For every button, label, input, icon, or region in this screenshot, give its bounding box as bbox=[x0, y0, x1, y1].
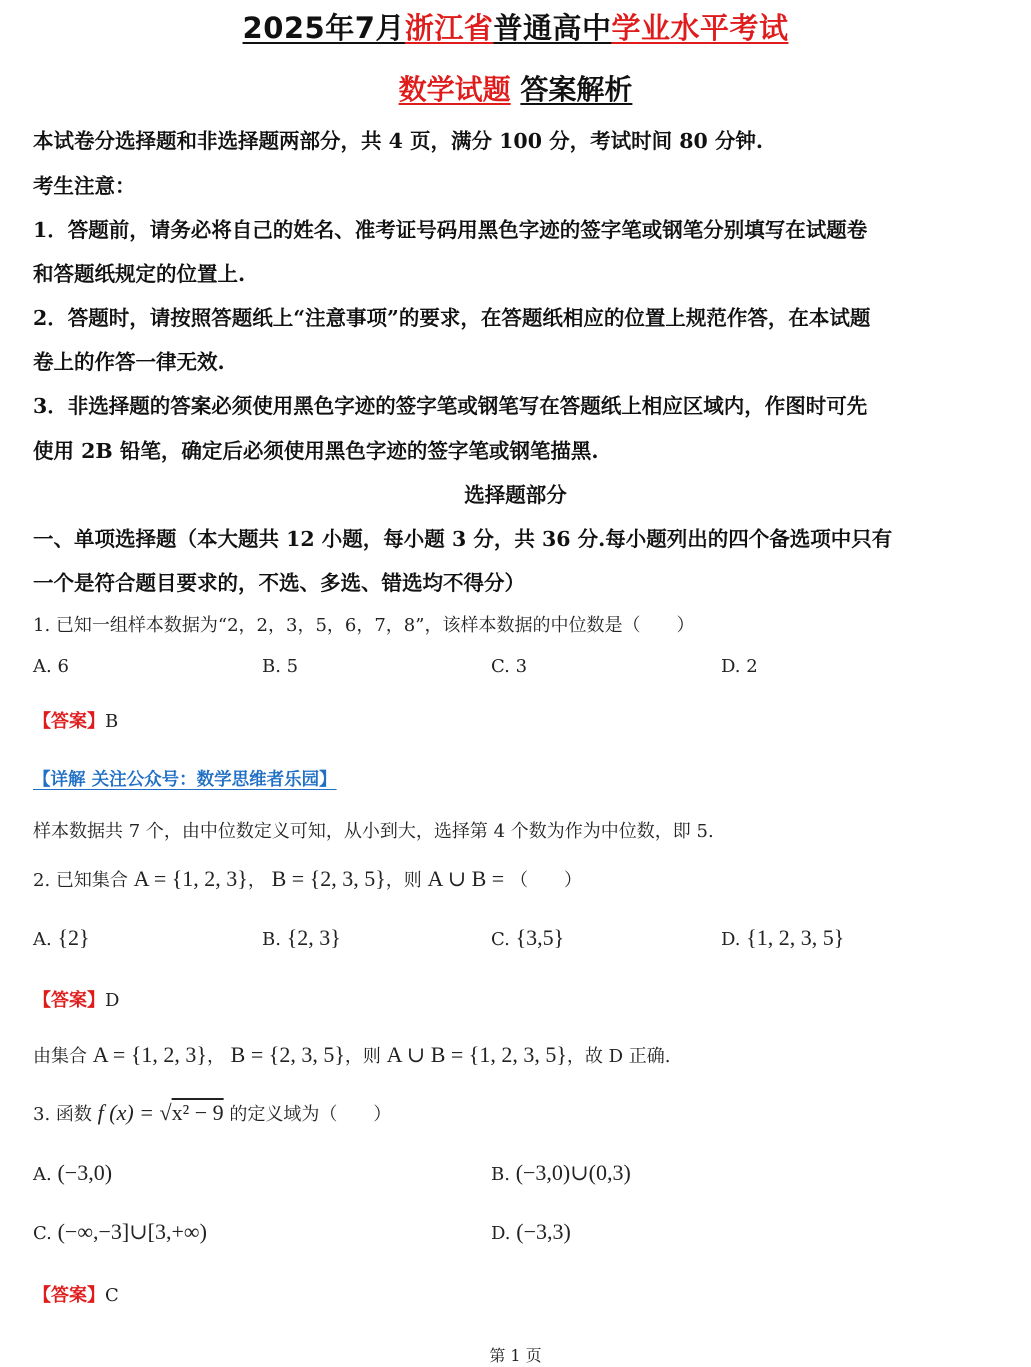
q2-exp-pre: 由集合 bbox=[33, 1046, 87, 1067]
q2-d-value: {1, 2, 3, 5} bbox=[746, 925, 845, 950]
page-title bbox=[0, 6, 1031, 47]
q2-expr: A ∪ B = bbox=[427, 866, 505, 891]
notice-label: 考生注意： bbox=[33, 174, 136, 198]
q3-b-value: (−3,0)∪(0,3) bbox=[515, 1160, 631, 1185]
q3-d-value: (−3,3) bbox=[516, 1219, 571, 1244]
q2-exp-end: ，故 D 正确. bbox=[566, 1046, 671, 1067]
q1-option-a: A. 6 bbox=[33, 656, 69, 677]
q3-stem bbox=[33, 1100, 391, 1126]
q2-c-value: {3,5} bbox=[515, 925, 565, 950]
section-name: 选择题部分 bbox=[464, 483, 567, 507]
q2-comma: ， bbox=[247, 870, 266, 891]
q2-answer bbox=[33, 986, 119, 1012]
q3-function: f (x) = bbox=[97, 1100, 160, 1125]
q1-option-b: B. 5 bbox=[262, 656, 299, 677]
notice-2b: 卷上的作答一律无效. bbox=[33, 350, 225, 374]
notice-2a: 2．答题时，请按照答题纸上“注意事项”的要求，在答题纸相应的位置上规范作答，在本试题 bbox=[33, 306, 871, 330]
answer-tag: 【答案】 bbox=[33, 990, 105, 1011]
notice-3a: 3．非选择题的答案必须使用黑色字迹的签字笔或钢笔写在答题纸上相应区域内，作图时可先 bbox=[33, 394, 868, 418]
q3-a-value: (−3,0) bbox=[57, 1160, 113, 1185]
q3-option-d bbox=[491, 1219, 571, 1245]
q2-a-label: A. bbox=[33, 929, 52, 950]
notice-1b: 和答题纸规定的位置上. bbox=[33, 262, 246, 286]
q2-option-a bbox=[33, 925, 90, 951]
q3-option-a bbox=[33, 1160, 112, 1186]
section-part1b: 一个是符合题目要求的，不选、多选、错选均不得分） bbox=[33, 571, 525, 595]
page-number: 第 1 页 bbox=[489, 1346, 542, 1365]
q2-explanation bbox=[33, 1042, 671, 1068]
answer-tag: 【答案】 bbox=[33, 1285, 105, 1306]
subtitle-black: 答案解析 bbox=[520, 73, 633, 106]
q2-c-label: C. bbox=[491, 929, 510, 950]
q3-pre: 3. 函数 bbox=[33, 1104, 92, 1125]
q3-a-label: A. bbox=[33, 1164, 52, 1185]
title-exam: 学业水平考试 bbox=[611, 11, 789, 45]
q1-answer-value: B bbox=[105, 711, 119, 732]
subtitle-red: 数学试题 bbox=[398, 73, 511, 106]
page-subtitle bbox=[0, 68, 1031, 108]
notice-3b: 使用 2B 铅笔，确定后必须使用黑色字迹的签字笔或钢笔描黑. bbox=[33, 439, 599, 463]
q2-paren: （ ） bbox=[509, 870, 582, 891]
q2-option-d bbox=[721, 925, 844, 951]
q2-b-value: {2, 3} bbox=[286, 925, 341, 950]
title-province: 浙江省 bbox=[404, 11, 494, 45]
q1-option-c: C. 3 bbox=[491, 656, 528, 677]
intro-line: 本试卷分选择题和非选择题两部分，共 4 页，满分 100 分，考试时间 80 分钟. bbox=[33, 129, 764, 153]
title-school: 普通高中 bbox=[493, 11, 612, 45]
q2-set-b: B = {2, 3, 5} bbox=[271, 866, 386, 891]
q2-option-b bbox=[262, 925, 341, 951]
q3-b-label: B. bbox=[491, 1164, 510, 1185]
q3-answer bbox=[33, 1281, 119, 1307]
q2-d-label: D. bbox=[721, 929, 741, 950]
q2-set-a: A = {1, 2, 3} bbox=[133, 866, 248, 891]
q1-answer bbox=[33, 707, 118, 733]
q1-stem: 1. 已知一组样本数据为“2，2，3，5，6，7，8”，该样本数据的中位数是（ ） bbox=[33, 615, 695, 636]
q3-c-label: C. bbox=[33, 1223, 52, 1244]
q2-exp-then: ，则 bbox=[344, 1046, 381, 1067]
q2-exp-set-a: A = {1, 2, 3} bbox=[92, 1042, 207, 1067]
q2-option-c bbox=[491, 925, 564, 951]
q2-stem bbox=[33, 866, 582, 892]
q2-answer-value: D bbox=[105, 990, 120, 1011]
detail-link[interactable]: 【详解 关注公众号：数学思维者乐园】 bbox=[33, 770, 337, 790]
q3-d-label: D. bbox=[491, 1223, 511, 1244]
q1-explanation: 样本数据共 7 个，由中位数定义可知，从小到大，选择第 4 个数为作为中位数，即 5. bbox=[33, 821, 714, 842]
q3-c-value: (−∞,−3]∪[3,+∞) bbox=[57, 1219, 207, 1244]
q1-option-d: D. 2 bbox=[721, 656, 758, 677]
q2-pre: 2. 已知集合 bbox=[33, 870, 128, 891]
title-year: 2025年7月 bbox=[242, 11, 405, 45]
section-part1a: 一、单项选择题（本大题共 12 小题，每小题 3 分，共 36 分.每小题列出的四个备选项中只有 bbox=[33, 527, 893, 551]
q2-b-label: B. bbox=[262, 929, 281, 950]
radical-icon: √ bbox=[159, 1100, 172, 1125]
q2-exp-set-b: B = {2, 3, 5} bbox=[230, 1042, 345, 1067]
q3-post: 的定义域为（ ） bbox=[229, 1104, 392, 1125]
q3-radicand: x² − 9 bbox=[171, 1100, 224, 1125]
q2-exp-result: A ∪ B = {1, 2, 3, 5} bbox=[386, 1042, 567, 1067]
q2-exp-comma: ， bbox=[206, 1046, 225, 1067]
q2-then: ，则 bbox=[385, 870, 422, 891]
answer-tag: 【答案】 bbox=[33, 711, 105, 732]
notice-1a: 1．答题前，请务必将自己的姓名、准考证号码用黑色字迹的签字笔或钢笔分别填写在试题卷 bbox=[33, 218, 868, 242]
q3-option-c bbox=[33, 1219, 207, 1245]
q3-answer-value: C bbox=[105, 1285, 119, 1306]
q2-a-value: {2} bbox=[57, 925, 90, 950]
q3-option-b bbox=[491, 1160, 631, 1186]
